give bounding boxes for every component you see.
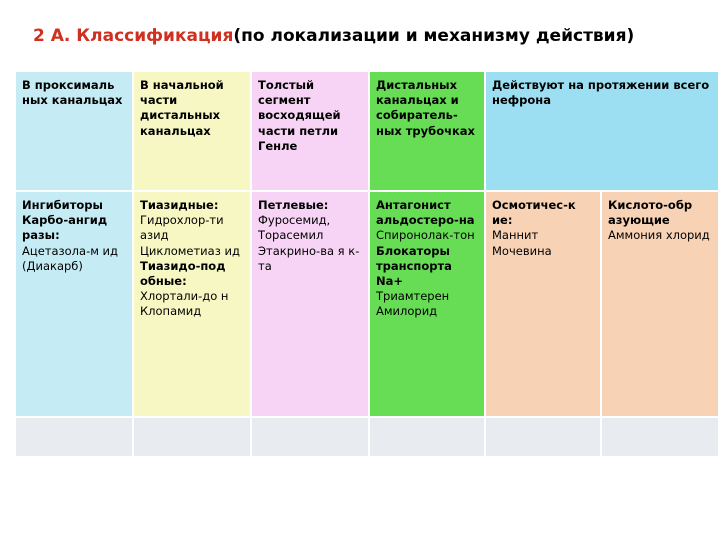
cell-carbonic-anhydrase-inhibitors (15, 191, 133, 417)
cell-heading: Тиазидо-под обные: (140, 258, 226, 288)
header-cell-collecting-ducts: Дистальных канальцах и собиратель-ных трубочках (369, 71, 485, 191)
cell-items: Фуросемид, Торасемил Этакрино-ва я к-та (258, 213, 360, 273)
classification-table (14, 70, 720, 458)
cell-items: Маннит Мочевина (492, 228, 552, 258)
header-cell-whole-nephron: Действуют на протяжении всего нефрона (485, 71, 719, 191)
empty-cell (133, 417, 251, 457)
cell-heading: Кислото-обр азующие (608, 198, 693, 228)
cell-heading: Ингибиторы Карбо-ангид разы: (22, 198, 108, 243)
empty-row (15, 417, 719, 457)
cell-items: Хлортали-до н Клопамид (140, 289, 229, 319)
header-cell-distal-initial: В начальной части дистальных канальцах (133, 71, 251, 191)
cell-loop-diuretics (251, 191, 369, 417)
cell-items: Аммония хлорид (608, 228, 710, 243)
empty-cell (601, 417, 719, 457)
header-row (15, 71, 719, 191)
cell-heading: Антагонист альдостеро-на (376, 198, 475, 228)
empty-cell (15, 417, 133, 457)
header-cell-henle-loop: Толстый сегмент восходящей части петли Генле (251, 71, 369, 191)
cell-heading: Тиазидные: (140, 198, 219, 212)
empty-cell (251, 417, 369, 457)
cell-items: Гидрохлор-ти азид Циклометиаз ид (140, 213, 240, 258)
title-highlight: 2 А. Классификация (33, 26, 234, 46)
cell-items: Спиронолак-тон (376, 228, 475, 243)
cell-heading: Блокаторы транспорта Na+ (376, 243, 452, 288)
cell-acidifying (601, 191, 719, 417)
header-cell-proximal: В проксималь ных канальцах (15, 71, 133, 191)
empty-cell (485, 417, 601, 457)
cell-osmotic (485, 191, 601, 417)
cell-potassium-sparing (369, 191, 485, 417)
cell-items: Триамтерен Амилорид (376, 289, 450, 319)
slide-title (33, 26, 634, 46)
cell-items: Ацетазола-м ид (Диакарб) (22, 243, 118, 273)
cell-thiazides (133, 191, 251, 417)
drug-row (15, 191, 719, 417)
cell-heading: Осмотичес-к ие: (492, 198, 576, 228)
cell-heading: Петлевые: (258, 198, 329, 212)
empty-cell (369, 417, 485, 457)
title-subtitle: (по локализации и механизму действия) (233, 26, 635, 46)
